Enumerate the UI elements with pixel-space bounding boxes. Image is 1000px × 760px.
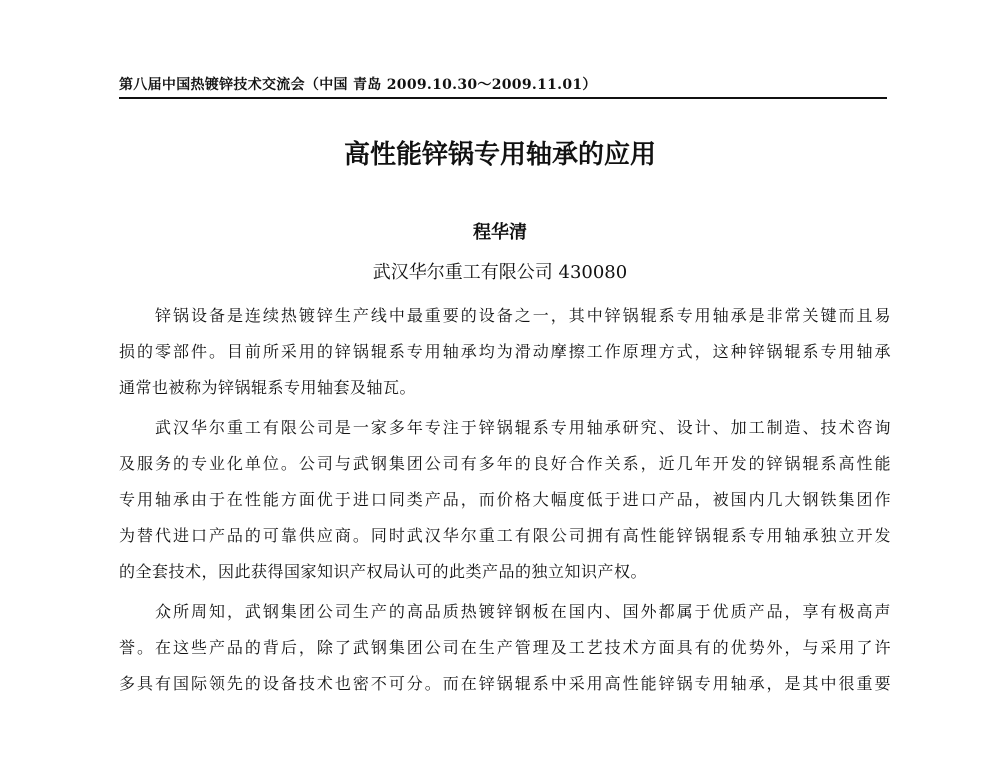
paper-title: 高性能锌锅专用轴承的应用 [343,140,656,170]
text-line: 损的零部件。目前所采用的锌锅辊系专用轴承均为滑动摩擦工作原理方式，这种锌锅辊系专用轴承 [119,342,891,361]
author-affiliation: 武汉华尔重工有限公司 430080 [372,262,628,283]
text-line: 为替代进口产品的可靠供应商。同时武汉华尔重工有限公司拥有高性能锌锅辊系专用轴承独立开发 [119,526,891,545]
text-line: 专用轴承由于在性能方面优于进口同类产品，而价格大幅度低于进口产品，被国内几大钢铁集团作 [119,490,891,509]
text-line: 及服务的专业化单位。公司与武钢集团公司有多年的良好合作关系，近几年开发的锌锅辊系高性能 [119,454,891,473]
header-rule [119,97,887,99]
paragraph-3 [119,594,891,702]
body-text [119,298,891,706]
running-header: 第八届中国热镀锌技术交流会（中国 青岛 2009.10.30～2009.11.01） [119,77,597,93]
paragraph-1 [119,298,891,406]
text-line: 多具有国际领先的设备技术也密不可分。而在锌锅辊系中采用高性能锌锅专用轴承，是其中很重要 [119,674,891,693]
text-line: 锌锅设备是连续热镀锌生产线中最重要的设备之一，其中锌锅辊系专用轴承是非常关键而且易 [155,306,891,325]
text-line: 众所周知，武钢集团公司生产的高品质热镀锌钢板在国内、国外都属于优质产品，享有极高声 [155,602,891,621]
text-line: 誉。在这些产品的背后，除了武钢集团公司在生产管理及工艺技术方面具有的优势外，与采用了许 [119,638,891,657]
paragraph-2 [119,410,891,590]
text-line: 的全套技术，因此获得国家知识产权局认可的此类产品的独立知识产权。 [119,562,648,581]
author-name: 程华清 [473,222,527,243]
text-line: 武汉华尔重工有限公司是一家多年专注于锌锅辊系专用轴承研究、设计、加工制造、技术咨询 [155,418,891,437]
text-line: 通常也被称为锌锅辊系专用轴套及轴瓦。 [119,378,417,397]
